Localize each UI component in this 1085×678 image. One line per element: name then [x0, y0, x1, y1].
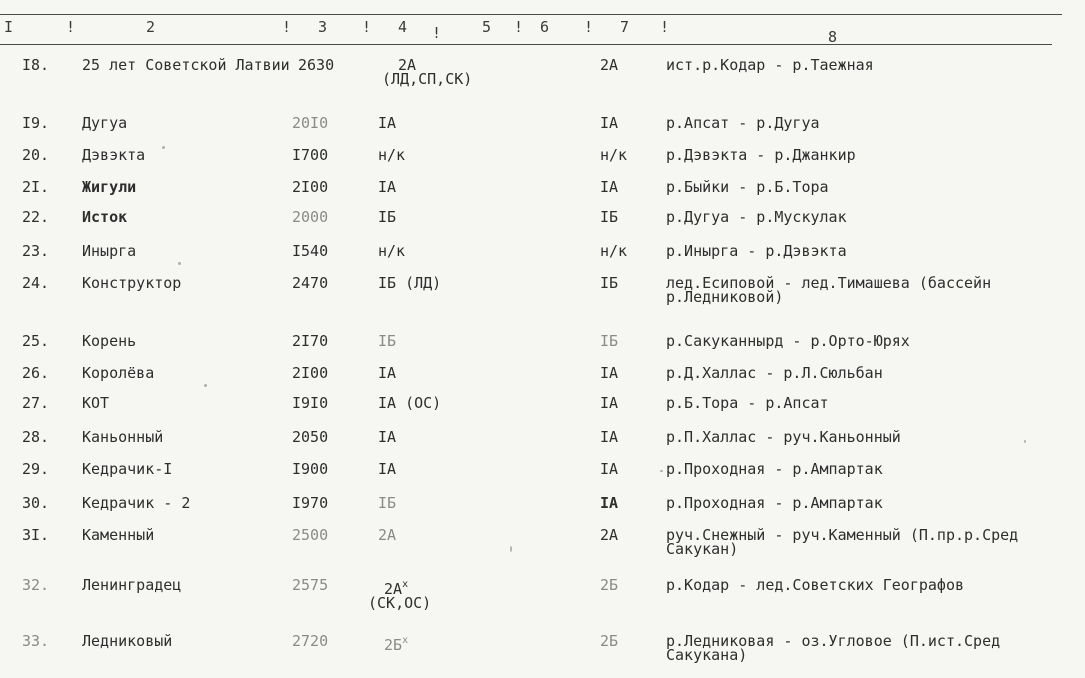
peak-height: 20I0	[292, 114, 329, 132]
peak-category	[384, 634, 408, 652]
table-row	[0, 58, 1085, 88]
route-text: р.Д.Халлас - р.Л.Сюльбан	[666, 364, 883, 382]
row-number: 3I.	[22, 526, 50, 544]
row-number: 2I.	[22, 178, 50, 196]
peak-height: 2050	[292, 428, 329, 446]
route-category: н/к	[600, 242, 628, 260]
route-text	[666, 276, 991, 304]
route-line: р.Ледниковая - оз.Угловое (П.ист.Сред	[666, 632, 1001, 650]
peak-category: 2А	[378, 526, 397, 544]
route-category: IА	[600, 428, 619, 446]
row-number: 26.	[22, 364, 50, 382]
row-number: 25.	[22, 332, 50, 350]
category-value: 2Б	[384, 636, 403, 654]
route-text: р.Кодар - лед.Советских Географов	[666, 576, 965, 594]
peak-name: Корень	[82, 332, 137, 350]
route-text: р.Б.Тора - р.Апсат	[666, 394, 829, 412]
peak-height: 2I00	[292, 364, 329, 382]
route-text: р.Апсат - р.Дугуа	[666, 114, 820, 132]
scan-speck	[510, 546, 512, 552]
row-number: I9.	[22, 114, 50, 132]
table-row	[0, 576, 1085, 612]
route-line: руч.Снежный - руч.Каменный (П.пр.р.Сред	[666, 526, 1019, 544]
header-col-5: 5	[482, 18, 492, 36]
category-superscript: x	[402, 579, 409, 590]
scan-speck	[178, 262, 181, 265]
peak-height: I970	[292, 494, 329, 512]
peak-height: I900	[292, 460, 329, 478]
route-text: р.Сакуканнырд - р.Орто-Юрях	[666, 332, 910, 350]
route-line: лед.Есиповой - лед.Тимашева (бассейн	[666, 274, 992, 292]
row-number: 32.	[22, 576, 50, 594]
route-category: 2Б	[600, 632, 619, 650]
table-row	[0, 396, 1085, 426]
route-category: 2Б	[600, 576, 619, 594]
category-value: 2А	[384, 580, 403, 598]
route-category: IА	[600, 494, 619, 512]
peak-height: 2000	[292, 208, 329, 226]
peak-height: I9I0	[292, 394, 329, 412]
peak-name: Королёва	[82, 364, 155, 382]
peak-height: I540	[292, 242, 329, 260]
header-top-rule	[0, 14, 1062, 15]
peak-category: н/к	[378, 146, 406, 164]
route-text: ист.р.Кодар - р.Таежная	[666, 56, 874, 74]
route-category: 2А	[600, 56, 619, 74]
peak-category: IА	[378, 428, 397, 446]
peak-category: IБ	[378, 208, 397, 226]
header-col-2: 2	[146, 18, 156, 36]
scan-speck	[204, 384, 207, 387]
peak-category: н/к	[378, 242, 406, 260]
route-text: р.Дэвэкта - р.Джанкир	[666, 146, 856, 164]
route-text	[666, 528, 1018, 556]
table-row	[0, 276, 1085, 306]
header-col-6: 6	[540, 18, 550, 36]
route-text: р.Проходная - р.Ампартак	[666, 494, 883, 512]
peak-category: IБ (ЛД)	[378, 274, 442, 292]
peak-height: 2630	[298, 56, 335, 74]
route-text: р.Дугуа - р.Мускулак	[666, 208, 847, 226]
peak-name: Дэвэкта	[82, 146, 146, 164]
peak-category: IА	[378, 178, 397, 196]
row-number: 27.	[22, 394, 50, 412]
peak-name: Жигули	[82, 178, 137, 196]
route-category: IБ	[600, 332, 619, 350]
header-col-8: 8	[828, 28, 838, 46]
peak-name: Кедрачик-I	[82, 460, 173, 478]
peak-name: Конструктор	[82, 274, 182, 292]
peak-category: IА	[378, 460, 397, 478]
route-category: IА	[600, 460, 619, 478]
header-separator: !	[66, 18, 76, 36]
table-row	[0, 148, 1085, 178]
route-text	[666, 634, 1000, 662]
table-row	[0, 528, 1085, 558]
peak-category: IА	[378, 364, 397, 382]
table-row	[0, 366, 1085, 396]
route-text: р.Быйки - р.Б.Тора	[666, 178, 829, 196]
category-note: (ЛД,СП,СК)	[382, 70, 473, 88]
route-line: р.Ледниковой)	[666, 288, 784, 306]
peak-height: I700	[292, 146, 329, 164]
route-category: IА	[600, 178, 619, 196]
scan-speck	[162, 146, 165, 149]
header-separator: !	[282, 18, 292, 36]
table-row	[0, 430, 1085, 460]
row-number: I8.	[22, 56, 50, 74]
peak-height: 2500	[292, 526, 329, 544]
peak-name: Исток	[82, 208, 128, 226]
peak-category: IА (ОС)	[378, 394, 442, 412]
header-col-3: 3	[318, 18, 328, 36]
header-separator: !	[362, 18, 372, 36]
route-text: р.Проходная - р.Ампартак	[666, 460, 883, 478]
route-category: 2А	[600, 526, 619, 544]
route-text: р.П.Халлас - руч.Каньонный	[666, 428, 901, 446]
row-number: 20.	[22, 146, 50, 164]
peak-height: 2575	[292, 576, 329, 594]
table-row	[0, 210, 1085, 240]
peak-name: Каменный	[82, 526, 155, 544]
header-separator: !	[584, 18, 594, 36]
route-line: Сакукана)	[666, 646, 748, 664]
peak-height: 2I00	[292, 178, 329, 196]
peak-name: Каньонный	[82, 428, 164, 446]
table-row	[0, 496, 1085, 526]
table-row	[0, 334, 1085, 364]
peak-height: 2470	[292, 274, 329, 292]
peak-category	[382, 56, 473, 88]
route-category: IА	[600, 394, 619, 412]
peak-name: Кедрачик - 2	[82, 494, 191, 512]
route-line: Сакукан)	[666, 540, 739, 558]
peak-height: 2I70	[292, 332, 329, 350]
header-col-1: I	[4, 18, 14, 36]
row-number: 23.	[22, 242, 50, 260]
table-row	[0, 244, 1085, 274]
category-value: 2А	[398, 56, 417, 74]
peak-height: 2720	[292, 632, 329, 650]
table-row	[0, 180, 1085, 210]
header-col-4: 4	[398, 18, 408, 36]
table-row	[0, 634, 1085, 664]
header-col-7: 7	[620, 18, 630, 36]
row-number: 28.	[22, 428, 50, 446]
row-number: 30.	[22, 494, 50, 512]
scan-speck	[660, 470, 663, 472]
row-number: 24.	[22, 274, 50, 292]
table-row	[0, 462, 1085, 492]
route-category: IБ	[600, 274, 619, 292]
peak-name: Ленинградец	[82, 576, 182, 594]
category-note: (СК,ОС)	[368, 594, 432, 612]
peak-category: IБ	[378, 494, 397, 512]
route-category: IБ	[600, 208, 619, 226]
header-separator: !	[660, 18, 670, 36]
peak-name: Дугуа	[82, 114, 128, 132]
row-number: 33.	[22, 632, 50, 650]
route-category: н/к	[600, 146, 628, 164]
row-number: 29.	[22, 460, 50, 478]
route-category: IА	[600, 114, 619, 132]
route-text: р.Инырга - р.Дэвэкта	[666, 242, 847, 260]
peak-name: Ледниковый	[82, 632, 173, 650]
peak-category	[368, 578, 432, 612]
peak-category: IБ	[378, 332, 397, 350]
peak-name: 25 лет Советской Латвии	[82, 56, 290, 74]
table-row	[0, 116, 1085, 146]
header-bottom-rule	[0, 44, 1052, 45]
header-separator: !	[514, 18, 524, 36]
scan-speck	[1024, 440, 1026, 443]
route-category: IА	[600, 364, 619, 382]
peak-category: IА	[378, 114, 397, 132]
header-separator: !	[432, 24, 442, 42]
row-number: 22.	[22, 208, 50, 226]
peak-name: КОТ	[82, 394, 110, 412]
peak-name: Инырга	[82, 242, 137, 260]
category-superscript: x	[402, 635, 409, 646]
